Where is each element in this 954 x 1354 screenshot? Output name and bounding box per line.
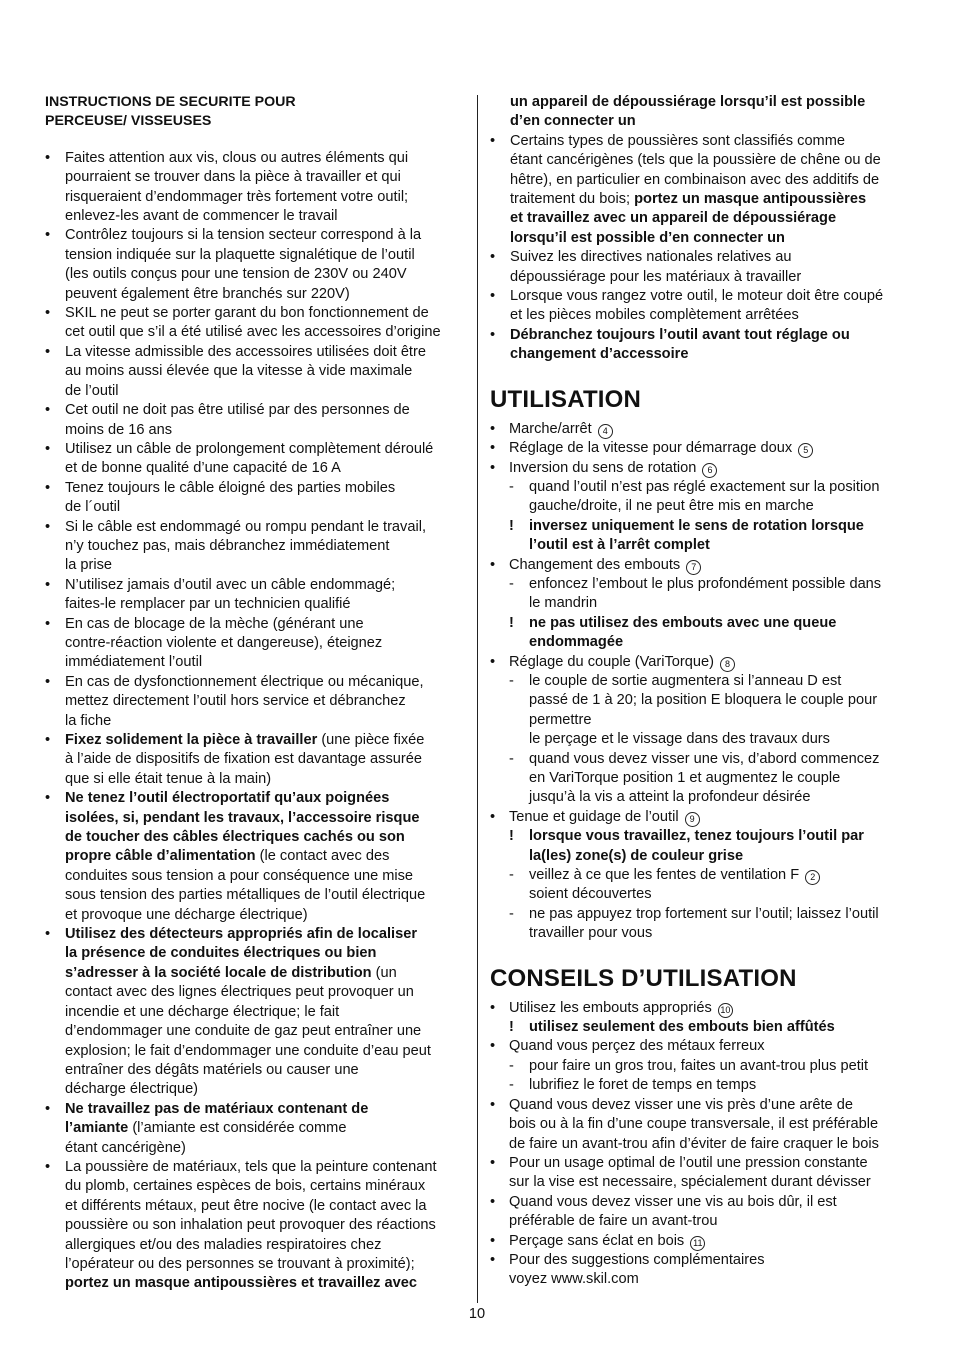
sub-item: - le couple de sortie augmentera si l’anneau D est passé de 1 à 20; la position E bloquera le couple pour permettre le perçage et le vissage dans des travaux durs (509, 672, 878, 748)
list-item: • SKIL ne peut se porter garant du bon fonctionnement de cet outil que s’il a été utilisé avec les accessoires d’origine (45, 305, 441, 341)
list-item: • Cet outil ne doit pas être utilisé par des personnes de moins de 16 ans (45, 402, 410, 438)
conseils-list (490, 999, 915, 1290)
figure-ref: 8 (720, 657, 735, 672)
list-item: • La vitesse admissible des accessoires utilisées doit être au moins aussi élevée que la vitesse à vide maximale de l’outil (45, 343, 426, 399)
list-item: • Contrôlez toujours si la tension secteur correspond à la tension indiquée sur la plaquette signalétique de l’outil (les outils conçus pour une tension de 230V ou 240V peuvent également être branchés sur 220V) (45, 227, 422, 302)
sub-item: - enfoncez l’embout le plus profondément possible dans le mandrin (509, 575, 882, 612)
safety-list (45, 149, 465, 1294)
list-item: • Faites attention aux vis, clous ou autres éléments qui pourraient se trouver dans la pièce à travailler et qui risqueraient d’endommager très fortement votre outil; enlevez-les avant de commencer le travail (45, 149, 409, 225)
sub-item: - veillez à ce que les fentes de ventilation F 2 soient découvertes (490, 866, 915, 905)
list-item: • Inversion du sens de rotation 6 (490, 459, 915, 478)
figure-ref: 2 (805, 870, 820, 885)
list-item: • Lorsque vous rangez votre outil, le moteur doit être coupé et les pièces mobiles complètement arrêtées (490, 288, 884, 324)
list-item: • Utilisez des détecteurs appropriés afin de localiser la présence de conduites électriques ou bien s’adresser à la société locale de distribution (un contact avec des lignes électriques peut provoquer un incendie et une décharge électrique; le fait d’endommager une conduite de gaz peut entraîner une explosion; le fait d’endommager une conduite d’eau peut entraîner des dégâts matériels ou causer une décharge électrique) (45, 926, 431, 1098)
figure-ref: 10 (718, 1003, 733, 1018)
column-divider (477, 95, 478, 1303)
list-item: • Utilisez les embouts appropriés 10 (490, 999, 915, 1018)
utilisation-title: UTILISATION (490, 385, 642, 413)
list-item: • Réglage du couple (VariTorque) 8 (490, 653, 915, 672)
list-item: • Certains types de poussières sont classifiés comme étant cancérigènes (tels que la poussière de chêne ou de hêtre), en particulier en combinaison avec des additifs de traitement du bois; portez un masque antipoussières et travaillez avec un appareil de dépoussiérage lorsqu’il est possible d’en connecter un (490, 132, 881, 246)
list-item: • Quand vous devez visser une vis près d’une arête de bois ou à la fin d’une coupe transversale, il est préférable de faire un avant-trou afin d’éviter de faire craquer le bois (490, 1096, 879, 1152)
list-item: • Suivez les directives nationales relatives au dépoussiérage pour les matériaux à travailler (490, 249, 802, 285)
warning-item: ! lorsque vous travaillez, tenez toujours l’outil par la(les) zone(s) de couleur grise (509, 828, 864, 864)
list-item: • Tenue et guidage de l’outil 9 (490, 808, 915, 827)
list-item: • La poussière de matériaux, tels que la peinture contenant du plomb, certaines espèces de bois, certains minéraux et différents métaux, peut être nocive (le contact avec la poussière ou son inhalation peut provoquer des réactions allergiques et/ou des maladies respiratoires chez l’opérateur ou des personnes se trouvant à proximité); portez un masque antipoussières et travaillez avec (45, 1158, 437, 1292)
safety-heading: INSTRUCTIONS DE SECURITE POUR PERCEUSE/ VISSEUSES (45, 94, 296, 130)
list-item: • Pour un usage optimal de l’outil une pression constante sur la vise est necessaire, spécialement durant dévisser (490, 1154, 871, 1191)
list-item: • Ne travaillez pas de matériaux contenant de l’amiante (l’amiante est considérée comme étant cancérigène) (45, 1100, 369, 1156)
warning-item: ! utilisez seulement des embouts bien affûtés (509, 1019, 835, 1036)
sub-item: - quand l’outil n’est pas réglé exactement sur la position gauche/droite, il ne peut être mis en marche (509, 478, 880, 515)
utilisation-list (490, 420, 915, 944)
warning-item: ! ne pas utilisez des embouts avec une queue endommagée (509, 614, 837, 651)
left-column (45, 93, 465, 1294)
list-item: • Quand vous devez visser une vis au bois dûr, il est préférable de faire un avant-trou (490, 1193, 837, 1230)
figure-ref: 7 (686, 560, 701, 575)
list-item: • Si le câble est endommagé ou rompu pendant le travail, n’y touchez pas, mais débranchez immédiatement la prise (45, 518, 427, 574)
figure-ref: 6 (702, 463, 717, 478)
page-number: 10 (468, 1306, 486, 1322)
list-item: • En cas de dysfonctionnement électrique ou mécanique, mettez directement l’outil hors service et débranchez la fiche (45, 673, 424, 729)
figure-ref: 9 (685, 812, 700, 827)
list-item: • Pour des suggestions complémentaires voyez www.skil.com (490, 1251, 765, 1288)
sub-item: - quand vous devez visser une vis, d’abord commencez en VariTorque position 1 et augmentez le couple jusqu’à la vis a atteint la profondeur désirée (509, 750, 880, 806)
sub-item: - ne pas appuyez trop fortement sur l’outil; laissez l’outil travailler pour vous (509, 905, 879, 942)
list-item: • Débranchez toujours l’outil avant tout réglage ou changement d’accessoire (490, 326, 850, 363)
figure-ref: 5 (798, 443, 813, 458)
figure-ref: 4 (598, 424, 613, 439)
sub-item: - lubrifiez le foret de temps en temps (509, 1077, 757, 1094)
list-item: • Réglage de la vitesse pour démarrage doux 5 (490, 439, 915, 458)
list-item: • Fixez solidement la pièce à travailler (une pièce fixée à l’aide de dispositifs de fixation est davantage assurée que si elle était tenue à la main) (45, 732, 425, 787)
list-item: • Marche/arrêt 4 (490, 420, 915, 439)
list-item: • Changement des embouts 7 (490, 556, 915, 575)
list-item: • Ne tenez l’outil électroportatif qu’aux poignées isolées, si, pendant les travaux, l’accessoire risque de toucher des câbles électriques cachés ou son propre câble d’alimentation (le contact avec des conduites sous tension a pour conséquence une mise sous tension des parties métalliques de l’outil électrique et provoque une décharge électrique) (45, 790, 426, 923)
list-item: • Utilisez un câble de prolongement complètement déroulé et de bonne qualité d’une capacité de 16 A (45, 440, 434, 477)
conseils-title: CONSEILS D’UTILISATION (490, 964, 797, 992)
list-item: • Tenez toujours le câble éloigné des parties mobiles de l´outil (45, 479, 396, 516)
continued-item: un appareil de dépoussiérage lorsqu’il est possible d’en connecter un (510, 94, 866, 130)
list-item: • Quand vous perçez des métaux ferreux (490, 1038, 765, 1055)
list-item: • En cas de blocage de la mèche (générant une contre-réaction violente et dangereuse), éteignez immédiatement l’outil (45, 615, 383, 671)
right-column (490, 93, 915, 1290)
list-item: • Perçage sans éclat en bois 11 (490, 1232, 915, 1251)
safety-list-continued (490, 132, 915, 365)
warning-item: ! inversez uniquement le sens de rotation lorsque l’outil est à l’arrêt complet (509, 517, 864, 554)
list-item: • N’utilisez jamais d’outil avec un câble endommagé; faites-le remplacer par un technicien qualifié (45, 576, 396, 613)
figure-ref: 11 (690, 1236, 705, 1251)
sub-item: - pour faire un gros trou, faites un avant-trou plus petit (509, 1057, 869, 1074)
